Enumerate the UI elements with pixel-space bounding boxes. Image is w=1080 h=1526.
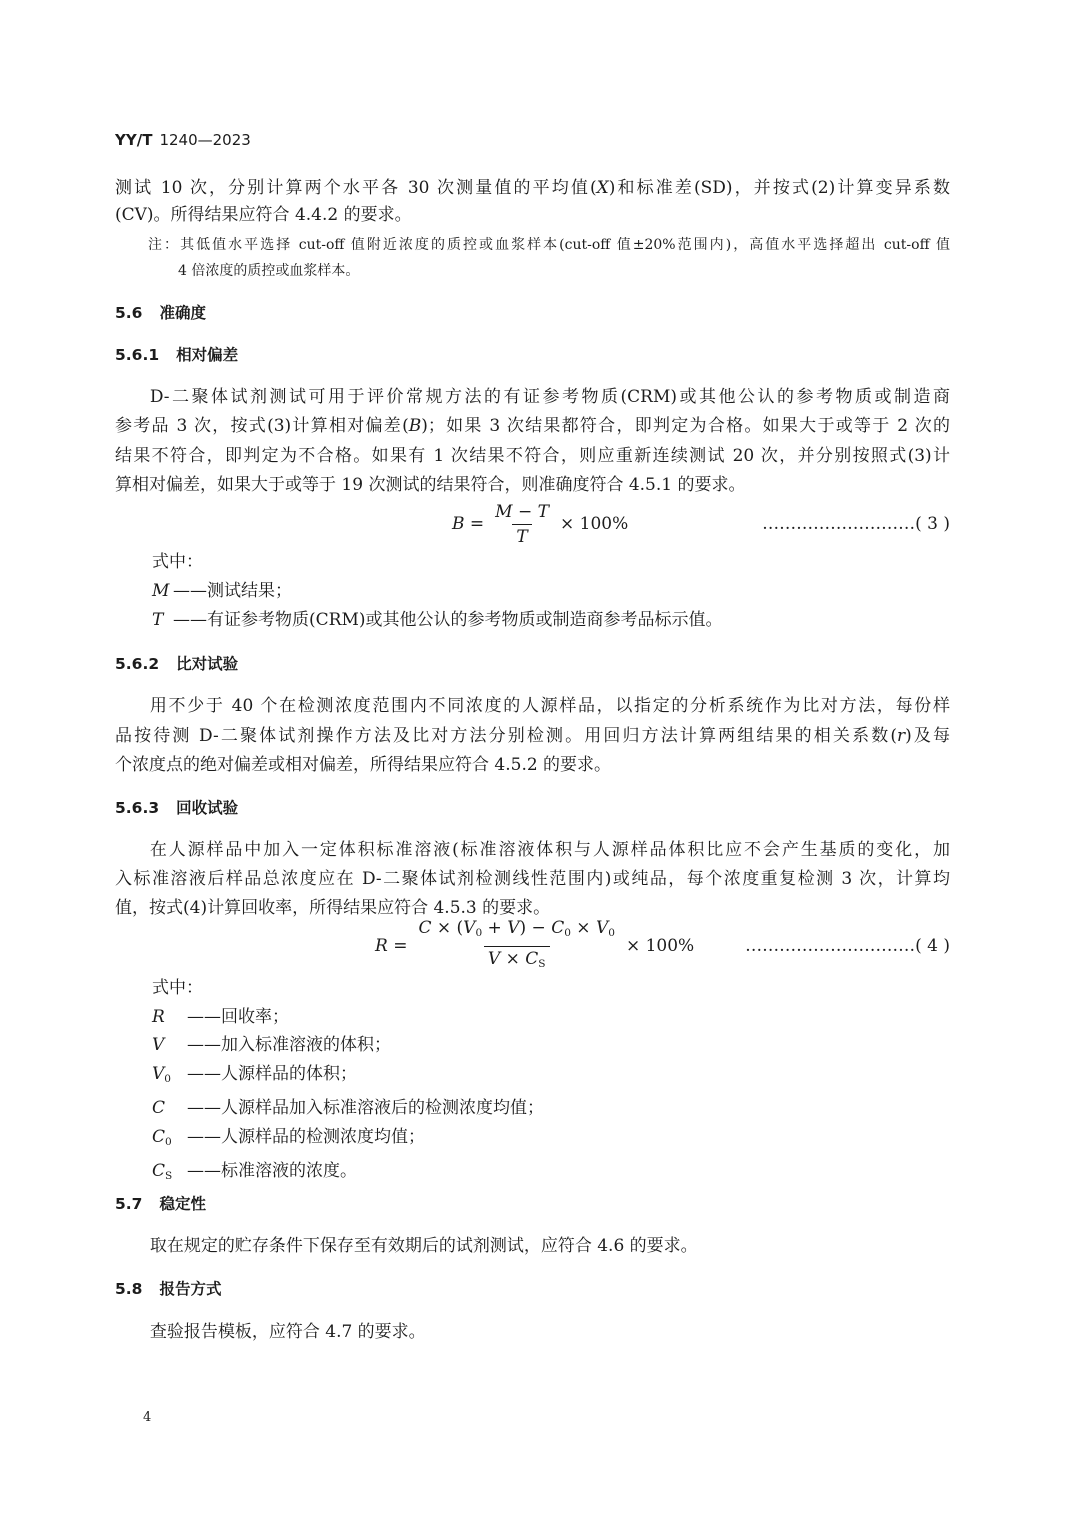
definition-row: [152, 1060, 950, 1094]
text-run: × 100%: [625, 936, 695, 956]
definition-symbol: [152, 577, 173, 606]
formula-tail: [560, 514, 628, 534]
note-label: 注：: [148, 237, 181, 253]
definition-symbol: [152, 1060, 187, 1094]
text-run: 品按待测 D-二聚体试剂操作方法及比对方法分别检测。用回归方法计算两组结果的相关系数(: [115, 725, 897, 746]
section-title: 比对试验: [176, 655, 239, 673]
definition-symbol: [152, 1123, 187, 1157]
text-line: [115, 1232, 950, 1261]
paragraph-5-6-1: [115, 383, 950, 500]
section-number: 5.6.1: [115, 346, 160, 364]
section-heading-5-6-3: [115, 794, 238, 822]
section-heading-5-6-2: [115, 650, 238, 678]
text-run: ×: [570, 918, 596, 939]
note: [148, 232, 950, 284]
definition-symbol: [152, 1031, 187, 1060]
math-subscript: 0: [608, 927, 615, 940]
formula-lhs: [452, 514, 484, 534]
standard-code-prefix: YY/T: [115, 131, 153, 149]
text-run: 测试 10 次，分别计算两个水平各 30 次测量值的平均值(: [115, 178, 597, 198]
page-number: 4: [143, 1410, 152, 1425]
where-label-row: [152, 974, 950, 1003]
equation-number: [762, 498, 950, 550]
text-run: 用不少于 40 个在检测浓度范围内不同浓度的人源样品，以指定的分析系统作为比对方法，每份样: [149, 696, 950, 716]
section-heading-5-7: [115, 1190, 206, 1218]
text-line: [115, 722, 950, 752]
math-variable: T: [537, 501, 549, 522]
dot-leader: ………………………: [762, 514, 916, 534]
formula-expression: [375, 920, 694, 972]
section-title: 回收试验: [176, 799, 239, 817]
text-run: 值，按式(4)计算回收率，所得结果应符合 4.5.3 的要求。: [115, 898, 551, 918]
text-run: (CV)。所得结果应符合 4.4.2 的要求。: [115, 205, 412, 225]
math-variable: V: [152, 1064, 165, 1085]
definition-text: ——回收率；: [187, 1006, 289, 1027]
text-line: [115, 1318, 950, 1347]
text-run: )；如果 3 次结果都符合，即判定为合格。如果大于或等于 2 次的: [421, 416, 950, 437]
section-title: 报告方式: [159, 1280, 222, 1298]
definition-row: [152, 606, 950, 635]
math-subscript: S: [538, 957, 546, 970]
definition-row: [152, 1094, 950, 1123]
math-variable: C: [551, 918, 565, 939]
section-number: 5.7: [115, 1195, 143, 1213]
math-variable: V: [595, 918, 609, 939]
note-text: [180, 237, 950, 253]
text-line: [115, 751, 950, 781]
text-run: 算相对偏差，如果大于或等于 19 次测试的结果符合，则准确度符合 4.5.1 的要求。: [115, 474, 746, 495]
text-run: × 100%: [559, 514, 629, 534]
text-run: =: [464, 514, 485, 534]
standard-code-header: [115, 128, 251, 152]
math-variable: R: [152, 1006, 165, 1027]
section-heading-5-6: [115, 299, 206, 327]
math-variable: V: [152, 1035, 165, 1056]
symbol-definitions-3: [152, 548, 950, 635]
definition-text: ——人源样品的体积；: [187, 1064, 357, 1085]
math-variable: r: [896, 725, 906, 746]
definition-row: [152, 1157, 950, 1191]
text-line: [115, 442, 950, 471]
fraction-denominator: [484, 946, 550, 976]
math-variable: X: [596, 178, 609, 198]
definition-row: [152, 577, 950, 606]
math-variable: C: [152, 1126, 166, 1147]
math-variable: C: [152, 1097, 166, 1118]
text-run: 在人源样品中加入一定体积标准溶液(标准溶液体积与人源样品体积比应不会产生基质的变化，加: [149, 840, 950, 860]
math-variable: M: [495, 501, 513, 522]
section-number: 5.6.3: [115, 799, 160, 817]
math-variable: C: [152, 1160, 166, 1181]
definition-text: ——人源样品的检测浓度均值；: [187, 1126, 425, 1147]
text-line: [115, 836, 950, 865]
formula-3: [115, 498, 950, 550]
dot-leader: …………………………: [745, 936, 916, 956]
text-run: × (: [431, 918, 464, 939]
math-variable: R: [375, 936, 388, 956]
text-line: [115, 412, 950, 441]
standard-code-number: 1240—2023: [159, 131, 251, 149]
text-run: =: [387, 936, 408, 956]
text-run: 入标准溶液后样品总浓度应在 D-二聚体试剂检测线性范围内)或纯品，每个浓度重复检测 3 次，计算均: [115, 869, 950, 889]
definition-symbol: [152, 606, 173, 635]
math-subscript: 0: [165, 1135, 172, 1148]
text-run: 结果不符合，即判定为不合格。如果有 1 次结果不符合，则应重新连续测试 20 次，并分别按照式(3)计: [115, 445, 950, 466]
math-variable: V: [487, 948, 501, 969]
text-run: D-二聚体试剂测试可用于评价常规方法的有证参考物质(CRM)或其他公认的参考物质或制造商: [149, 387, 950, 407]
text-run: )和标准差(SD)，并按式(2)计算变异系数: [608, 178, 950, 198]
fraction: [414, 916, 618, 975]
where-label: 式中：: [152, 552, 203, 572]
text-run: )及每: [905, 725, 950, 746]
text-run: 其低值水平选择 cut-off 值附近浓度的质控或血浆样本(cut-off 值±20%范围内)，高值水平选择超出 cut-off 值: [180, 237, 950, 253]
math-variable: V: [507, 918, 520, 939]
text-line: [115, 865, 950, 894]
math-variable: B: [408, 416, 422, 437]
equation-number-label: ( 3 ): [915, 514, 950, 534]
definition-text: ——加入标准溶液的体积；: [187, 1035, 391, 1056]
math-subscript: 0: [564, 927, 571, 940]
fraction-denominator: [512, 524, 531, 549]
definition-text: ——标准溶液的浓度。: [187, 1160, 357, 1181]
text-run: 取在规定的贮存条件下保存至有效期后的试剂测试，应符合 4.6 的要求。: [149, 1236, 698, 1256]
definition-text: ——人源样品加入标准溶液后的检测浓度均值；: [187, 1097, 544, 1118]
definition-text: ——有证参考物质(CRM)或其他公认的参考物质或制造商参考品标示值。: [173, 610, 723, 630]
definition-symbol: [152, 1094, 187, 1123]
section-number: 5.6.2: [115, 655, 160, 673]
text-line: [115, 692, 950, 722]
text-line: [115, 383, 950, 412]
text-run: +: [482, 918, 508, 939]
math-subscript: 0: [164, 1073, 171, 1086]
definition-symbol: [152, 1157, 187, 1191]
equation-number: [745, 920, 950, 972]
text-line: [115, 175, 950, 202]
math-variable: C: [418, 918, 432, 939]
section-title: 稳定性: [159, 1195, 206, 1213]
formula-4: [115, 920, 950, 972]
text-run: −: [512, 501, 538, 522]
math-variable: C: [525, 948, 539, 969]
definition-row: [152, 1003, 950, 1032]
fraction-numerator: [491, 500, 553, 524]
text-line: [115, 471, 950, 500]
formula-lhs: [375, 936, 407, 956]
where-label-row: [152, 548, 950, 577]
section-number: 5.6: [115, 304, 143, 322]
paragraph-5-6-2: [115, 692, 950, 781]
definition-row: [152, 1031, 950, 1060]
math-variable: M: [152, 581, 170, 601]
paragraph-5-8: [115, 1318, 950, 1347]
definition-text: ——测试结果；: [173, 581, 292, 601]
math-variable: B: [452, 514, 465, 534]
where-label: 式中：: [152, 978, 203, 998]
note-line: [148, 258, 950, 284]
paragraph-5-6-3: [115, 836, 950, 923]
formula-tail: [626, 936, 694, 956]
text-run: 4 倍浓度的质控或血浆样本。: [178, 263, 360, 279]
definition-symbol: [152, 1003, 187, 1032]
symbol-definitions-4: [152, 974, 950, 1190]
section-number: 5.8: [115, 1280, 143, 1298]
fraction: [491, 500, 553, 549]
section-title: 相对偏差: [176, 346, 239, 364]
paragraph-5-7: [115, 1232, 950, 1261]
math-subscript: S: [165, 1169, 173, 1182]
section-title: 准确度: [159, 304, 206, 322]
math-variable: V: [463, 918, 476, 939]
note-line: [148, 232, 950, 258]
section-heading-5-8: [115, 1275, 221, 1303]
text-run: ×: [500, 948, 526, 969]
paragraph-5-5-continued: [115, 175, 950, 229]
math-variable: T: [152, 610, 164, 630]
fraction-numerator: [414, 916, 618, 945]
text-line: [115, 202, 950, 229]
text-run: 个浓度点的绝对偏差或相对偏差，所得结果应符合 4.5.2 的要求。: [115, 755, 612, 775]
math-variable: T: [516, 526, 528, 547]
definition-row: [152, 1123, 950, 1157]
text-run: ) −: [519, 918, 552, 939]
formula-expression: [452, 498, 628, 550]
text-run: 参考品 3 次，按式(3)计算相对偏差(: [115, 416, 409, 437]
math-subscript: 0: [475, 927, 483, 940]
equation-number-label: ( 4 ): [915, 936, 950, 956]
section-heading-5-6-1: [115, 341, 238, 369]
text-run: 查验报告模板，应符合 4.7 的要求。: [149, 1322, 426, 1342]
